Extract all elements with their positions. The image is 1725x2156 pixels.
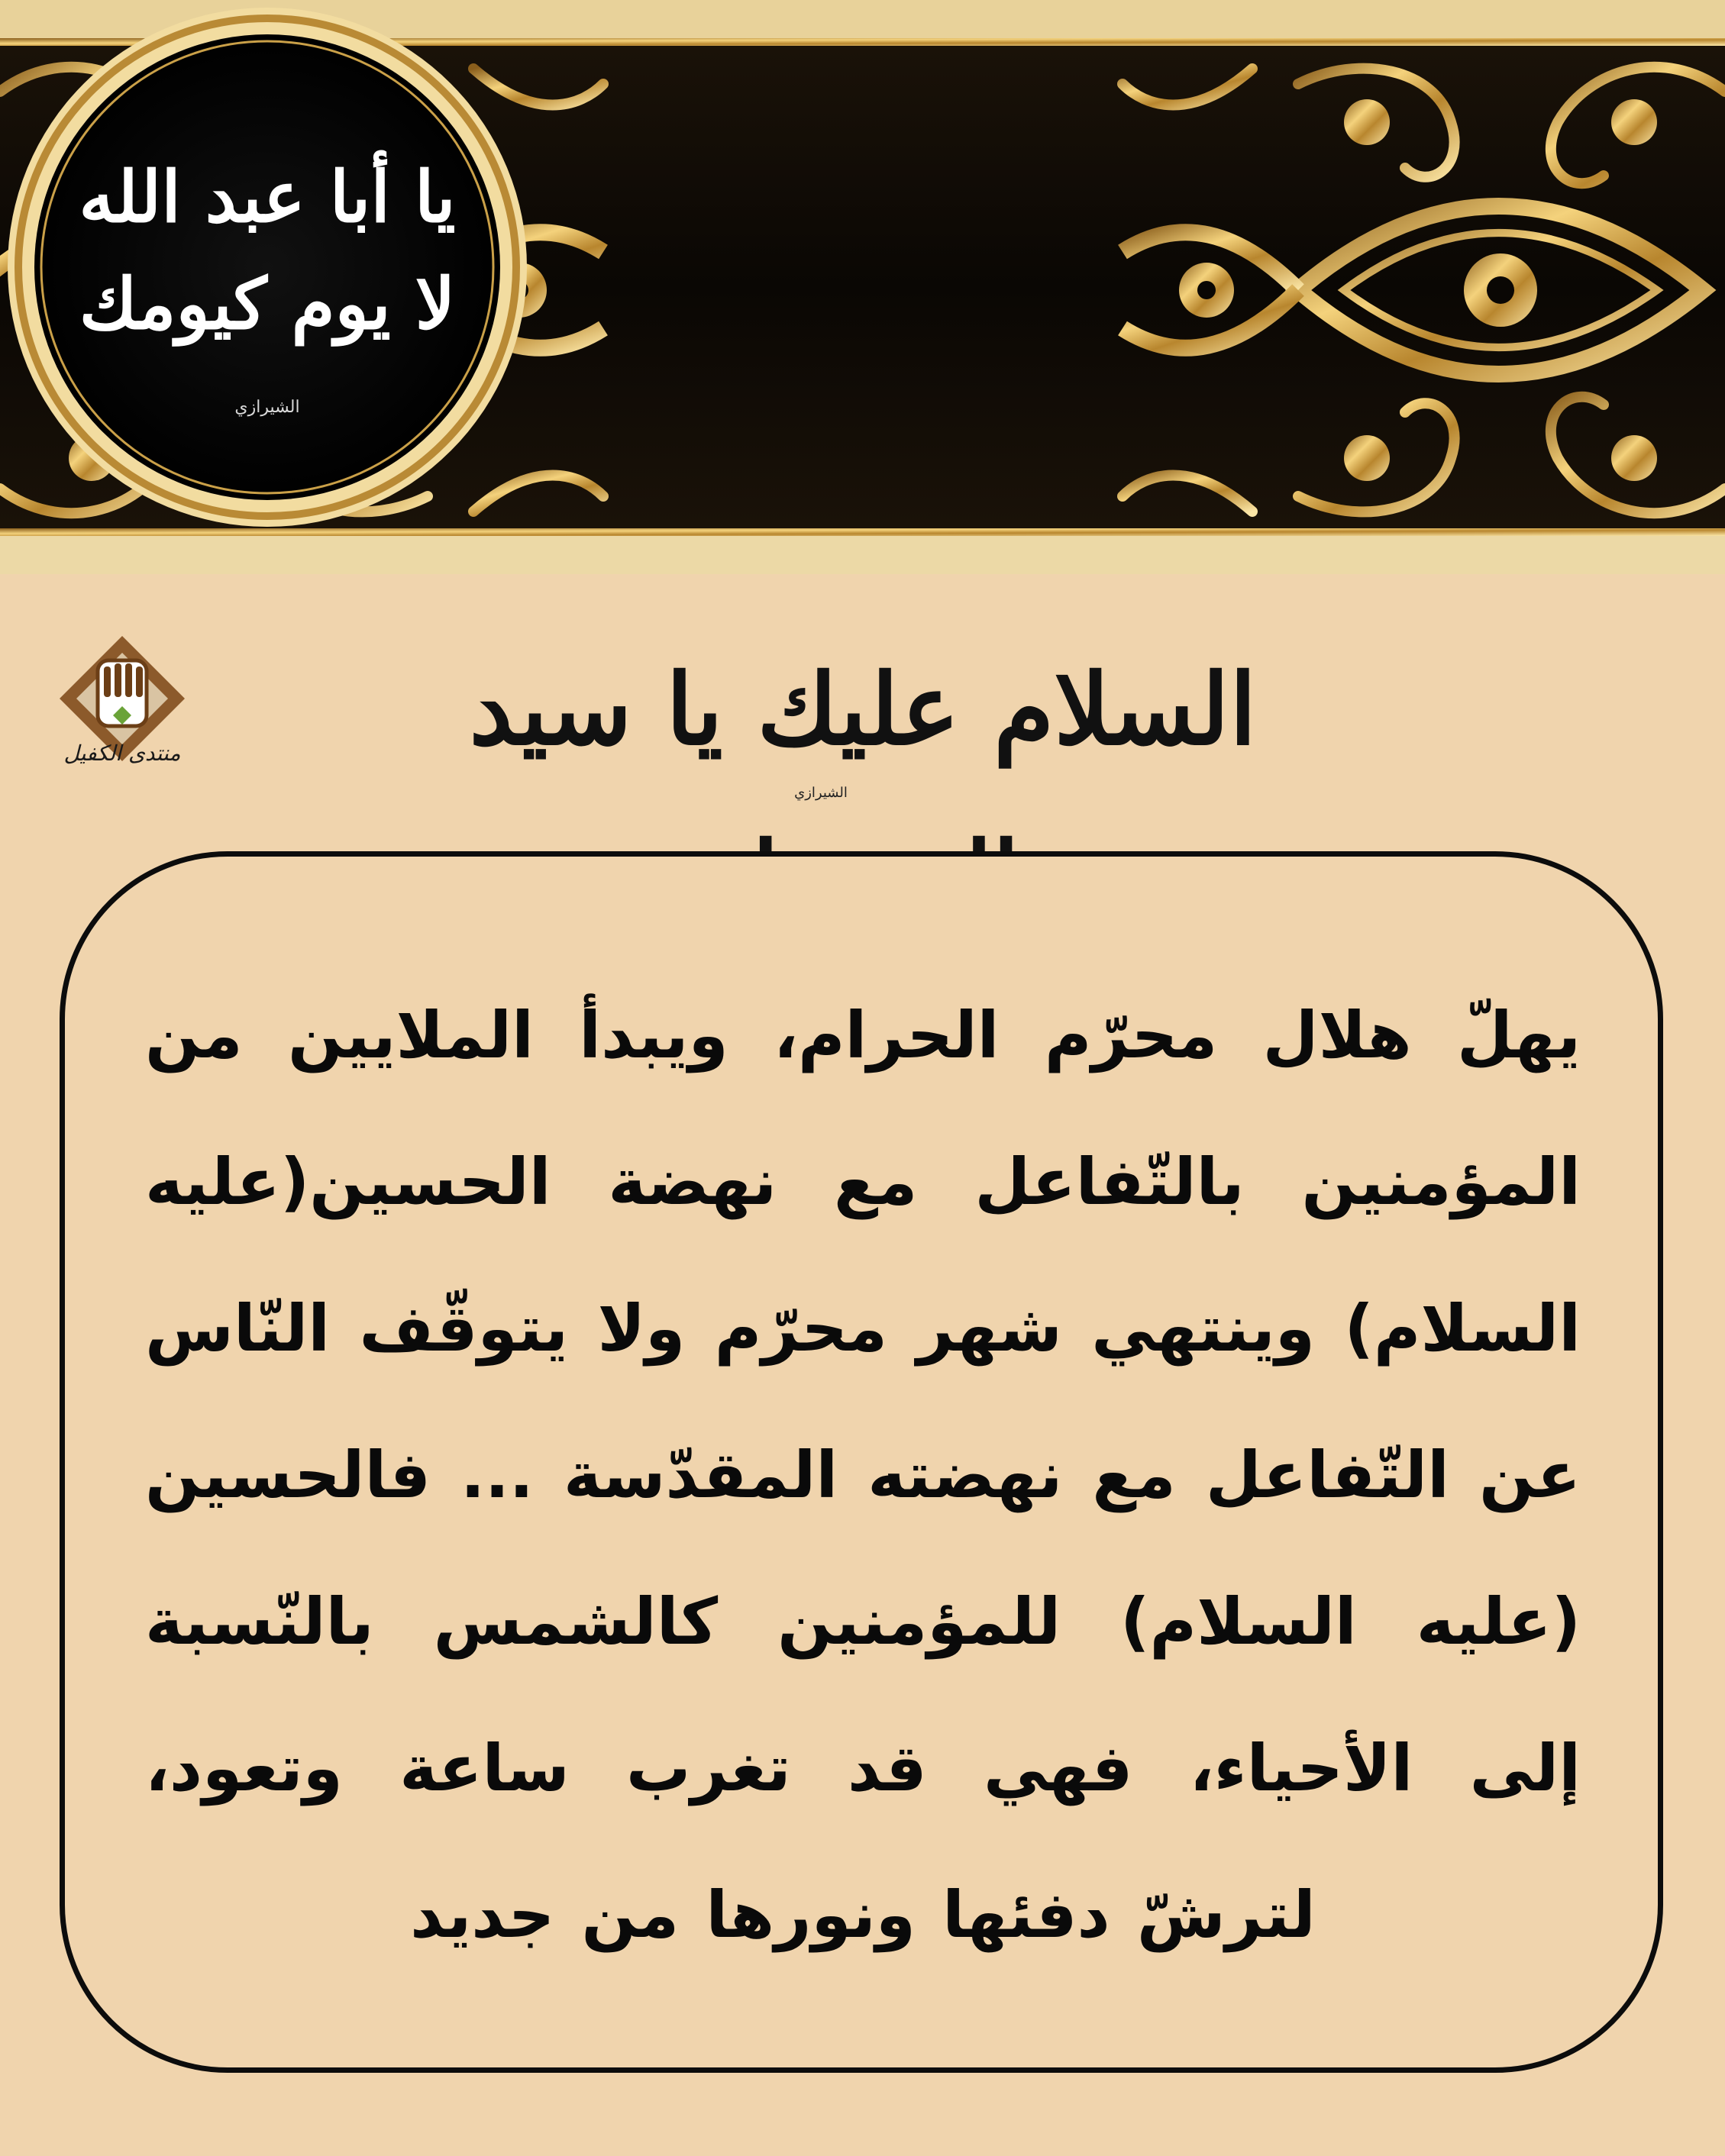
heading-calligraphy: السلام عليك يا سيد — [469, 653, 1257, 767]
calligraphy-medallion — [0, 0, 535, 534]
ornamental-banner — [0, 0, 1725, 574]
medallion-signature: الشيرازي — [234, 398, 300, 417]
medallion-line-2: لا يوم كيومك — [79, 263, 456, 345]
body-paragraph: يهلّ هلال محرّم الحرام، ويبدأ الملايين من المؤمنين بالتّفاعل مع نهضة الحسين(عليه السلام) وينتهي شهر محرّم ولا يتوقّف النّاس عن التّفاعل مع نهضته المقدّسة ... فالحسين (عليه السلام) للمؤمنين كالشمس بالنّسبة إلى الأحياء، فهي قد تغرب ساعة وتعود، لترشّ دفئها ونورها من جديد — [145, 998, 1581, 1952]
medallion-line-1: يا أبا عبد الله — [79, 156, 456, 238]
heading-signature: الشيرازي — [794, 785, 848, 801]
logo-caption: منتدى الكفيل — [63, 741, 181, 766]
